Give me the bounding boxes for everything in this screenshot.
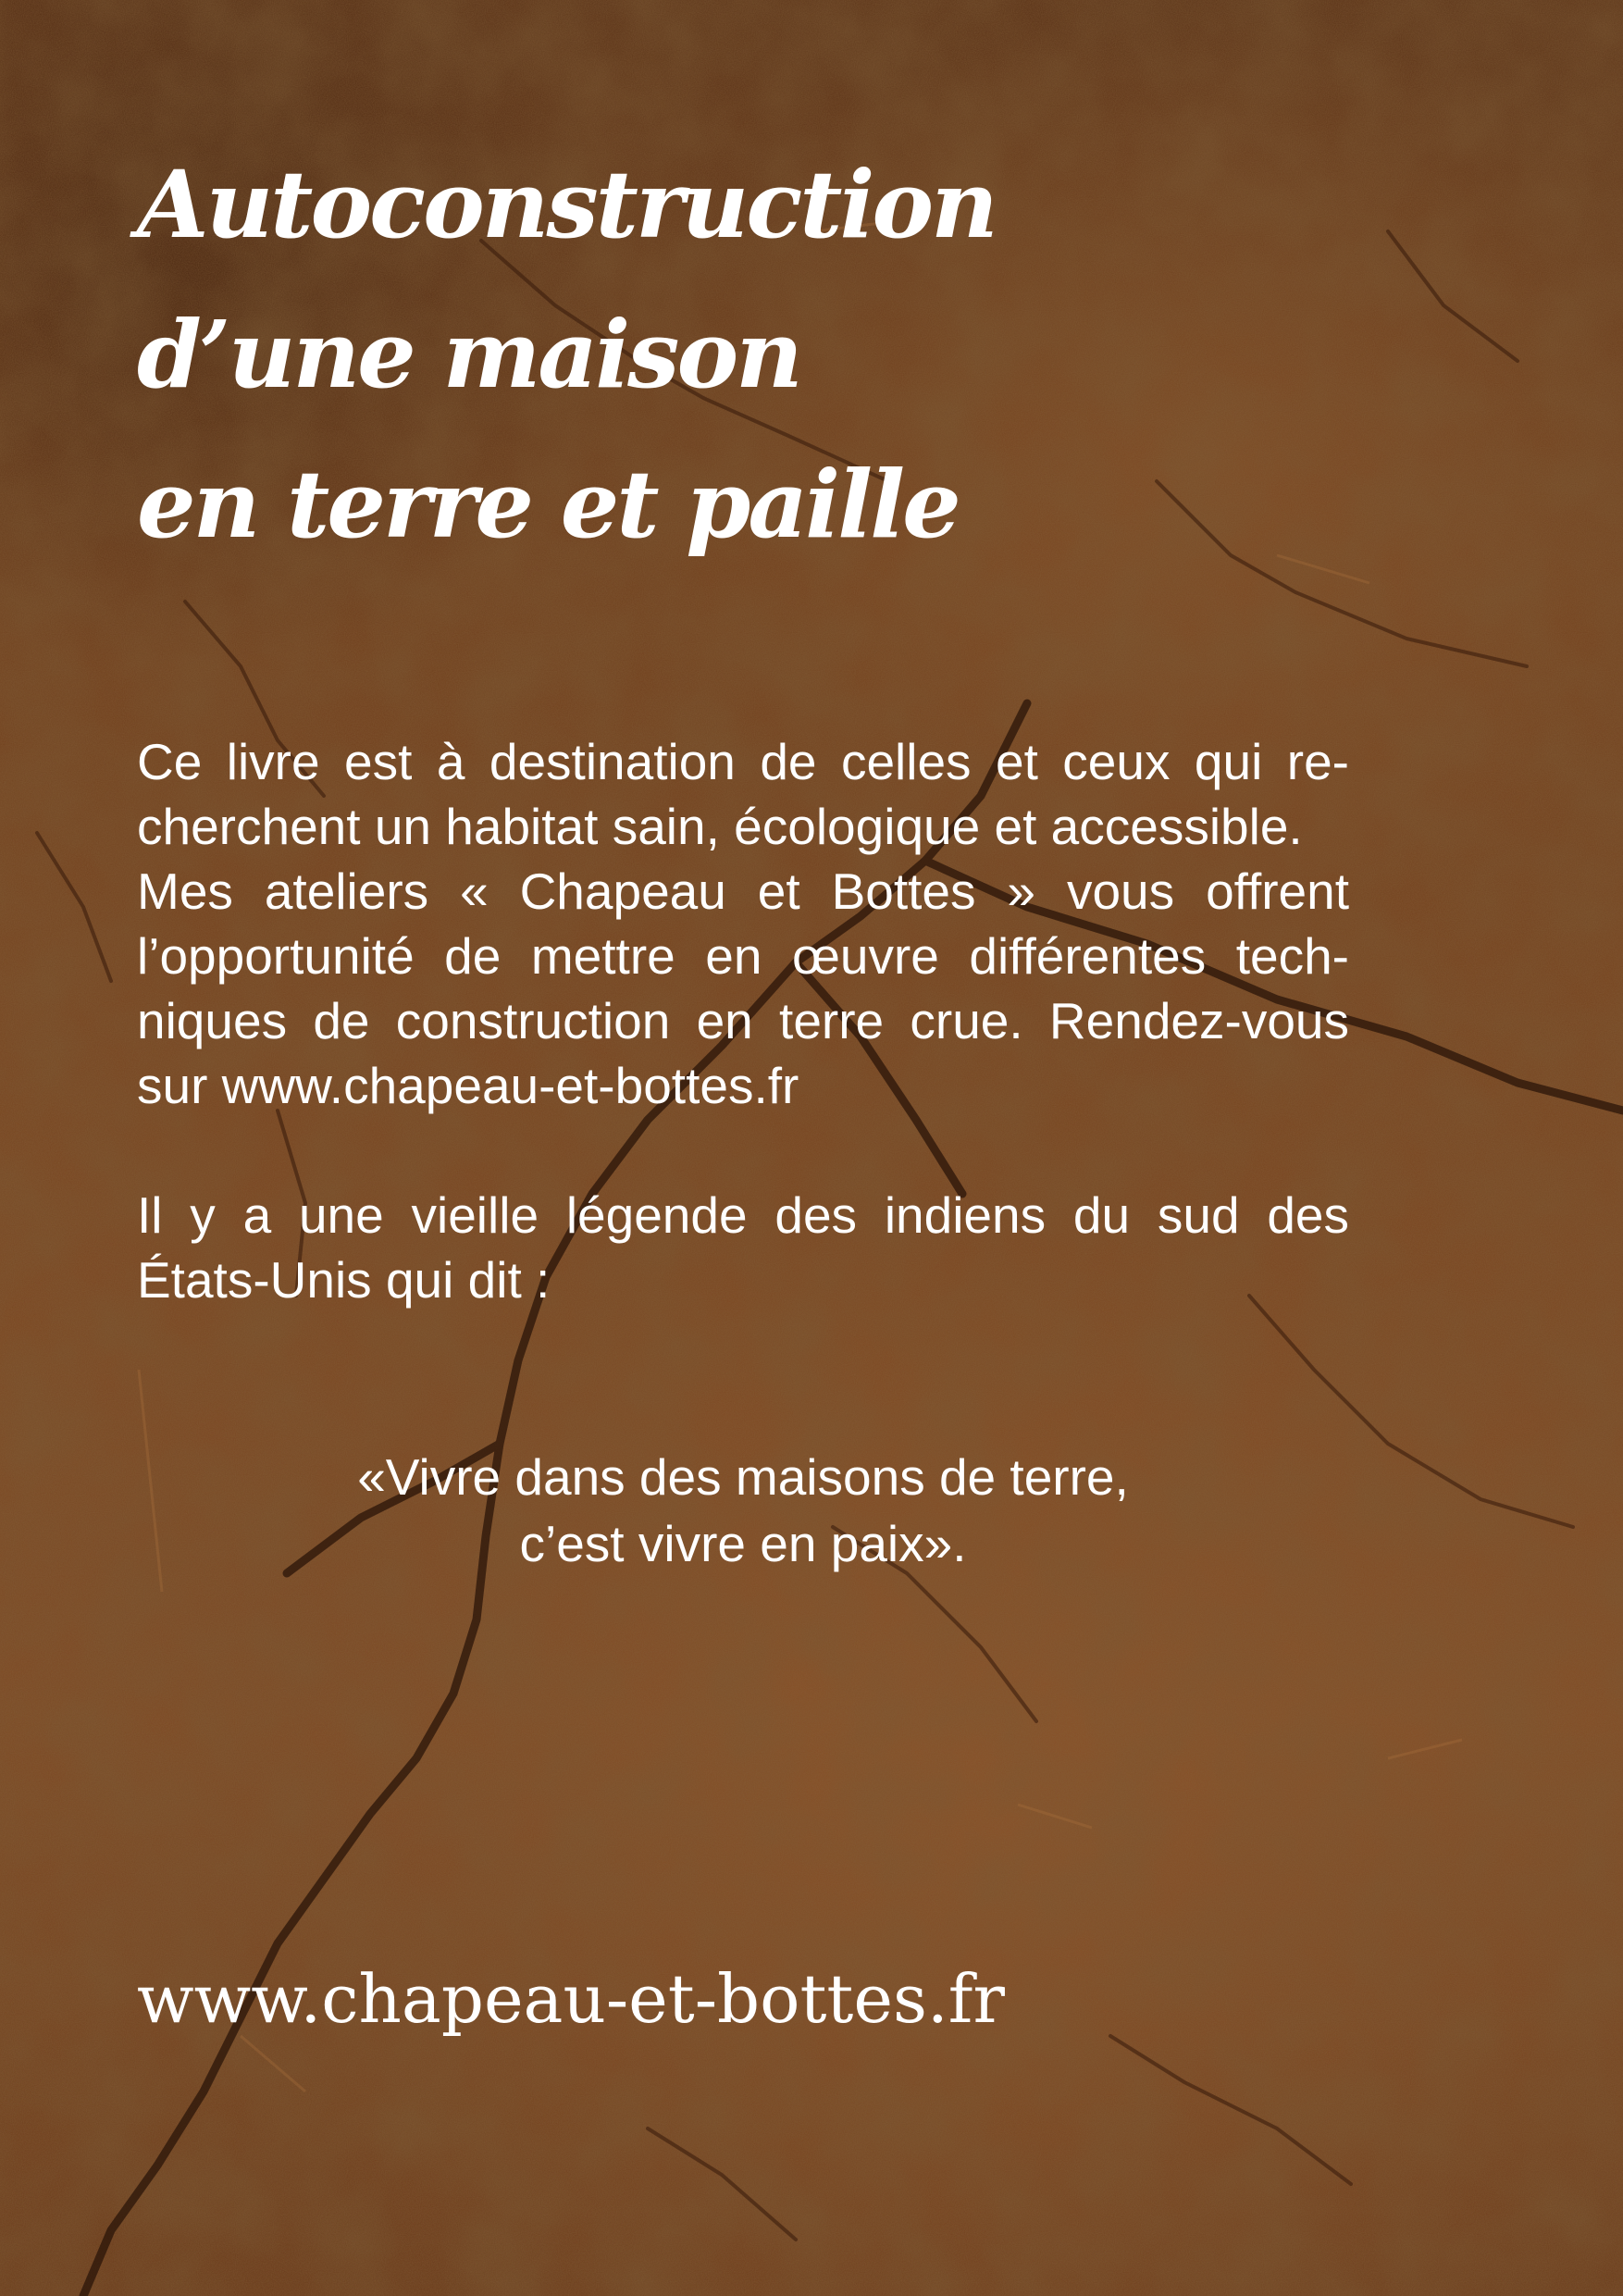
book-title — [137, 130, 996, 579]
quote-line-1: «Vivre dans des maisons de terre, — [357, 1448, 1129, 1506]
title-line-1: Autoconstruction — [137, 150, 996, 259]
website-url[interactable]: www.chapeau-et-bottes.fr — [137, 1960, 1005, 2038]
blurb — [137, 729, 1349, 1312]
blurb-paragraph-intro: Ce livre est à destination de celles et ceux qui recherchent un habitat sain, écologique et accessible. — [137, 733, 1349, 855]
blurb-paragraph-legend: Il y a une vieille légende des indiens du sud des États-Unis qui dit : — [137, 1186, 1349, 1309]
title-line-2: d’une maison — [137, 300, 800, 409]
blurb-paragraph-workshops: Mes ateliers « Chapeau et Bottes » vous offrent l’opportunité de mettre en œuvre différentes techniques de construction en terre crue. Rendez-vous sur www.chapeau-et-bottes.fr — [137, 863, 1349, 1114]
title-line-3: en terre et paille — [137, 450, 959, 559]
legend-quote — [137, 1444, 1349, 1577]
quote-line-2: c’est vivre en paix». — [519, 1515, 967, 1572]
